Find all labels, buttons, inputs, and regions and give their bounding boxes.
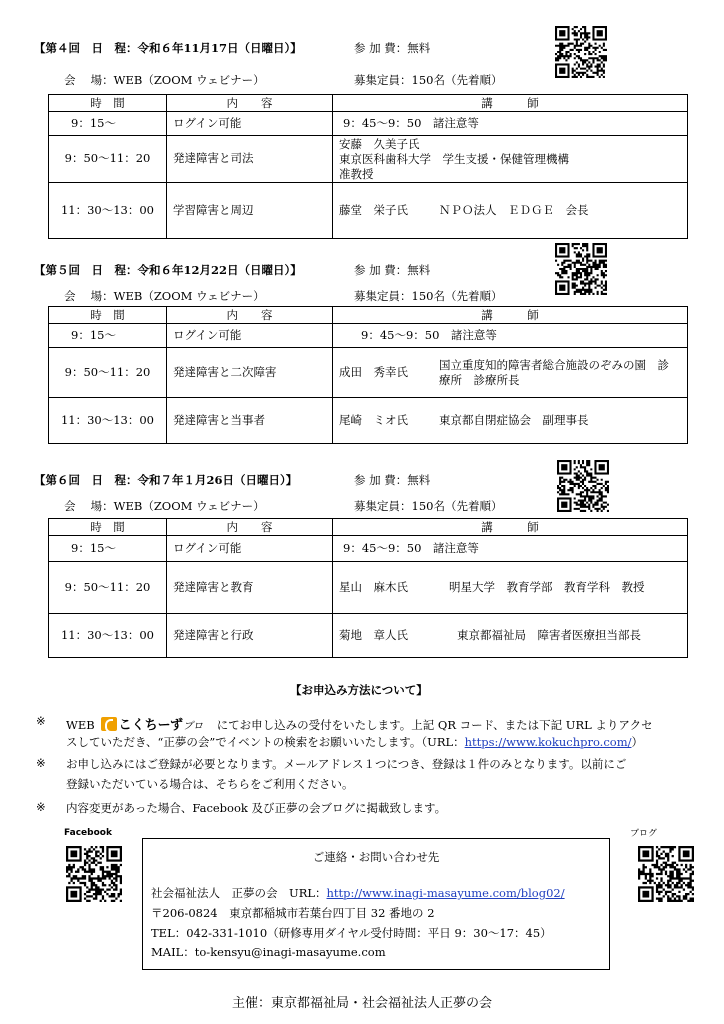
session-4-fee: 参 加 費：無料 bbox=[354, 41, 431, 55]
session-5-fee: 参 加 費：無料 bbox=[354, 263, 431, 277]
speaker-name: 尾崎 ミオ氏 bbox=[339, 413, 408, 428]
application-heading: 【お申込み方法について】 bbox=[290, 683, 428, 697]
row-time: 11：30～13：00 bbox=[49, 398, 167, 444]
session-5-capacity: 募集定員：150名（先着順） bbox=[354, 289, 503, 303]
speaker-name: 安藤 久美子氏 bbox=[339, 136, 420, 151]
row-time: 9：15～ bbox=[49, 112, 167, 136]
speaker-affiliation: 明星大学 教育学部 教育学科 教授 bbox=[449, 580, 645, 595]
session-6-qr-code[interactable] bbox=[557, 460, 609, 512]
row-time: 11：30～13：00 bbox=[49, 614, 167, 658]
contact-heading: ご連絡・お問い合わせ先 bbox=[312, 850, 440, 864]
header-time: 時 間 bbox=[49, 307, 167, 324]
table-row bbox=[49, 112, 688, 136]
contact-address: 〒206‐0824 東京都稲城市若葉台四丁目 32 番地の 2 bbox=[151, 906, 435, 920]
note-1-close: ） bbox=[631, 735, 643, 749]
session-5-qr-code[interactable] bbox=[555, 243, 607, 295]
row-time: 9：15～ bbox=[49, 324, 167, 348]
note-2-line-1: お申し込みにはご登録が必要となります。メールアドレス１つにつき、登録は１件のみとなります。以前にご bbox=[66, 757, 627, 771]
table-row bbox=[49, 562, 688, 614]
session-6-capacity: 募集定員：150名（先着順） bbox=[354, 499, 503, 513]
facebook-qr-label: Facebook bbox=[64, 828, 112, 838]
session-4-venue: 会 場：WEB（ZOOM ウェビナー） bbox=[64, 73, 265, 87]
speaker-affiliation: ＮＰＯ法人 ＥＤＧＥ 会長 bbox=[439, 202, 589, 217]
note-1-text: スしていただき、“正夢の会”でイベントの検索をお願いいたします。（URL： bbox=[66, 735, 465, 749]
table-row bbox=[49, 182, 688, 238]
session-6-title: 【第６回 日 程：令和７年１月26日（日曜日）】 bbox=[34, 473, 298, 487]
session-5-schedule-table bbox=[48, 306, 688, 444]
session-6-fee: 参 加 費：無料 bbox=[354, 473, 431, 487]
table-row bbox=[49, 136, 688, 183]
row-speaker: 9：45～9：50 諸注意等 bbox=[333, 112, 688, 136]
row-content: 発達障害と二次障害 bbox=[167, 348, 333, 398]
row-time: 9：50～11：20 bbox=[49, 136, 167, 183]
speaker-affiliation: 東京医科歯科大学 学生支援・保健管理機構 准教授 bbox=[339, 151, 581, 181]
header-speaker: 講 師 bbox=[333, 519, 688, 536]
contact-org-name: 社会福祉法人 正夢の会 URL： bbox=[151, 886, 327, 900]
facebook-qr-code[interactable] bbox=[66, 846, 122, 902]
row-time: 9：50～11：20 bbox=[49, 348, 167, 398]
speaker-name: 成田 秀幸氏 bbox=[339, 365, 408, 379]
header-time: 時 間 bbox=[49, 95, 167, 112]
row-content: ログイン可能 bbox=[167, 536, 333, 562]
speaker-affiliation: 東京都福祉局 障害者医療担当部長 bbox=[457, 628, 641, 643]
footer-organizers: 主催：東京都福祉局・社会福祉法人正夢の会 bbox=[231, 996, 492, 1011]
header-time: 時 間 bbox=[49, 519, 167, 536]
row-content: 発達障害と教育 bbox=[167, 562, 333, 614]
row-content: 発達障害と司法 bbox=[167, 136, 333, 183]
note-2-line-2: 登録いただいている場合は、そちらをご利用ください。 bbox=[66, 777, 354, 791]
session-4-qr-code[interactable] bbox=[555, 26, 607, 78]
contact-box bbox=[142, 838, 610, 970]
speaker-affiliation: 国立重度知的障害者総合施設のぞみの園 診療所 診療所長 bbox=[439, 357, 669, 387]
table-row bbox=[49, 536, 688, 562]
blog-qr-code[interactable] bbox=[638, 846, 694, 902]
session-4-schedule-table bbox=[48, 94, 688, 239]
header-content: 内 容 bbox=[167, 307, 333, 324]
blog-url-link[interactable]: http://www.inagi-masayume.com/blog02/ bbox=[326, 886, 565, 900]
kokuchpro-logo-text: こくちーず bbox=[118, 718, 184, 733]
speaker-name: 藤堂 栄子氏 bbox=[339, 202, 408, 217]
kokuchpro-logo-icon bbox=[101, 717, 117, 731]
row-content: 学習障害と周辺 bbox=[167, 182, 333, 238]
row-speaker: 9：45～9：50 諸注意等 bbox=[333, 324, 688, 348]
table-row bbox=[49, 398, 688, 444]
header-content: 内 容 bbox=[167, 519, 333, 536]
row-content: 発達障害と当事者 bbox=[167, 398, 333, 444]
session-6-venue: 会 場：WEB（ZOOM ウェビナー） bbox=[64, 499, 265, 513]
note-1-suffix: にてお申し込みの受付をいたします。上記 QR コード、または下記 URL よりアクセ bbox=[216, 718, 653, 732]
contact-tel: TEL：042‐331‐1010（研修専用ダイヤル受付時間：平日 9：30～17：45） bbox=[151, 926, 552, 940]
row-content: 発達障害と行政 bbox=[167, 614, 333, 658]
row-content: ログイン可能 bbox=[167, 324, 333, 348]
kokuchpro-logo-pro: プロ bbox=[183, 721, 204, 732]
row-time: 9：50～11：20 bbox=[49, 562, 167, 614]
session-5-title: 【第５回 日 程：令和６年12月22日（日曜日）】 bbox=[34, 263, 302, 277]
contact-org bbox=[151, 885, 565, 901]
table-row bbox=[49, 324, 688, 348]
note-1-prefix: WEB bbox=[66, 718, 95, 732]
note-mark: ※ bbox=[36, 714, 46, 728]
blog-qr-label: ブログ bbox=[630, 829, 658, 839]
row-time: 9：15～ bbox=[49, 536, 167, 562]
note-1-line-1 bbox=[66, 714, 653, 733]
row-content: ログイン可能 bbox=[167, 112, 333, 136]
row-time: 11：30～13：00 bbox=[49, 182, 167, 238]
speaker-name: 星山 麻木氏 bbox=[339, 580, 408, 595]
note-mark: ※ bbox=[36, 756, 46, 770]
speaker-name: 菊地 章人氏 bbox=[339, 628, 408, 643]
row-speaker: 9：45～9：50 諸注意等 bbox=[333, 536, 688, 562]
session-5-venue: 会 場：WEB（ZOOM ウェビナー） bbox=[64, 289, 265, 303]
speaker-affiliation: 東京都自閉症協会 副理事長 bbox=[439, 413, 589, 428]
table-row bbox=[49, 348, 688, 398]
table-row bbox=[49, 614, 688, 658]
header-content: 内 容 bbox=[167, 95, 333, 112]
session-4-title: 【第４回 日 程：令和６年11月17日（日曜日）】 bbox=[34, 41, 302, 55]
note-mark: ※ bbox=[36, 800, 46, 814]
contact-mail: MAIL：to-kensyu@inagi-masayume.com bbox=[151, 945, 386, 959]
note-1-line-2 bbox=[66, 734, 643, 750]
header-speaker: 講 師 bbox=[333, 95, 688, 112]
header-speaker: 講 師 bbox=[333, 307, 688, 324]
note-3: 内容変更があった場合、Facebook 及び正夢の会ブログに掲載致します。 bbox=[66, 801, 447, 815]
session-6-schedule-table bbox=[48, 518, 688, 658]
kokuchpro-url-link[interactable]: https://www.kokuchpro.com/ bbox=[464, 735, 632, 749]
session-4-capacity: 募集定員：150名（先着順） bbox=[354, 73, 503, 87]
